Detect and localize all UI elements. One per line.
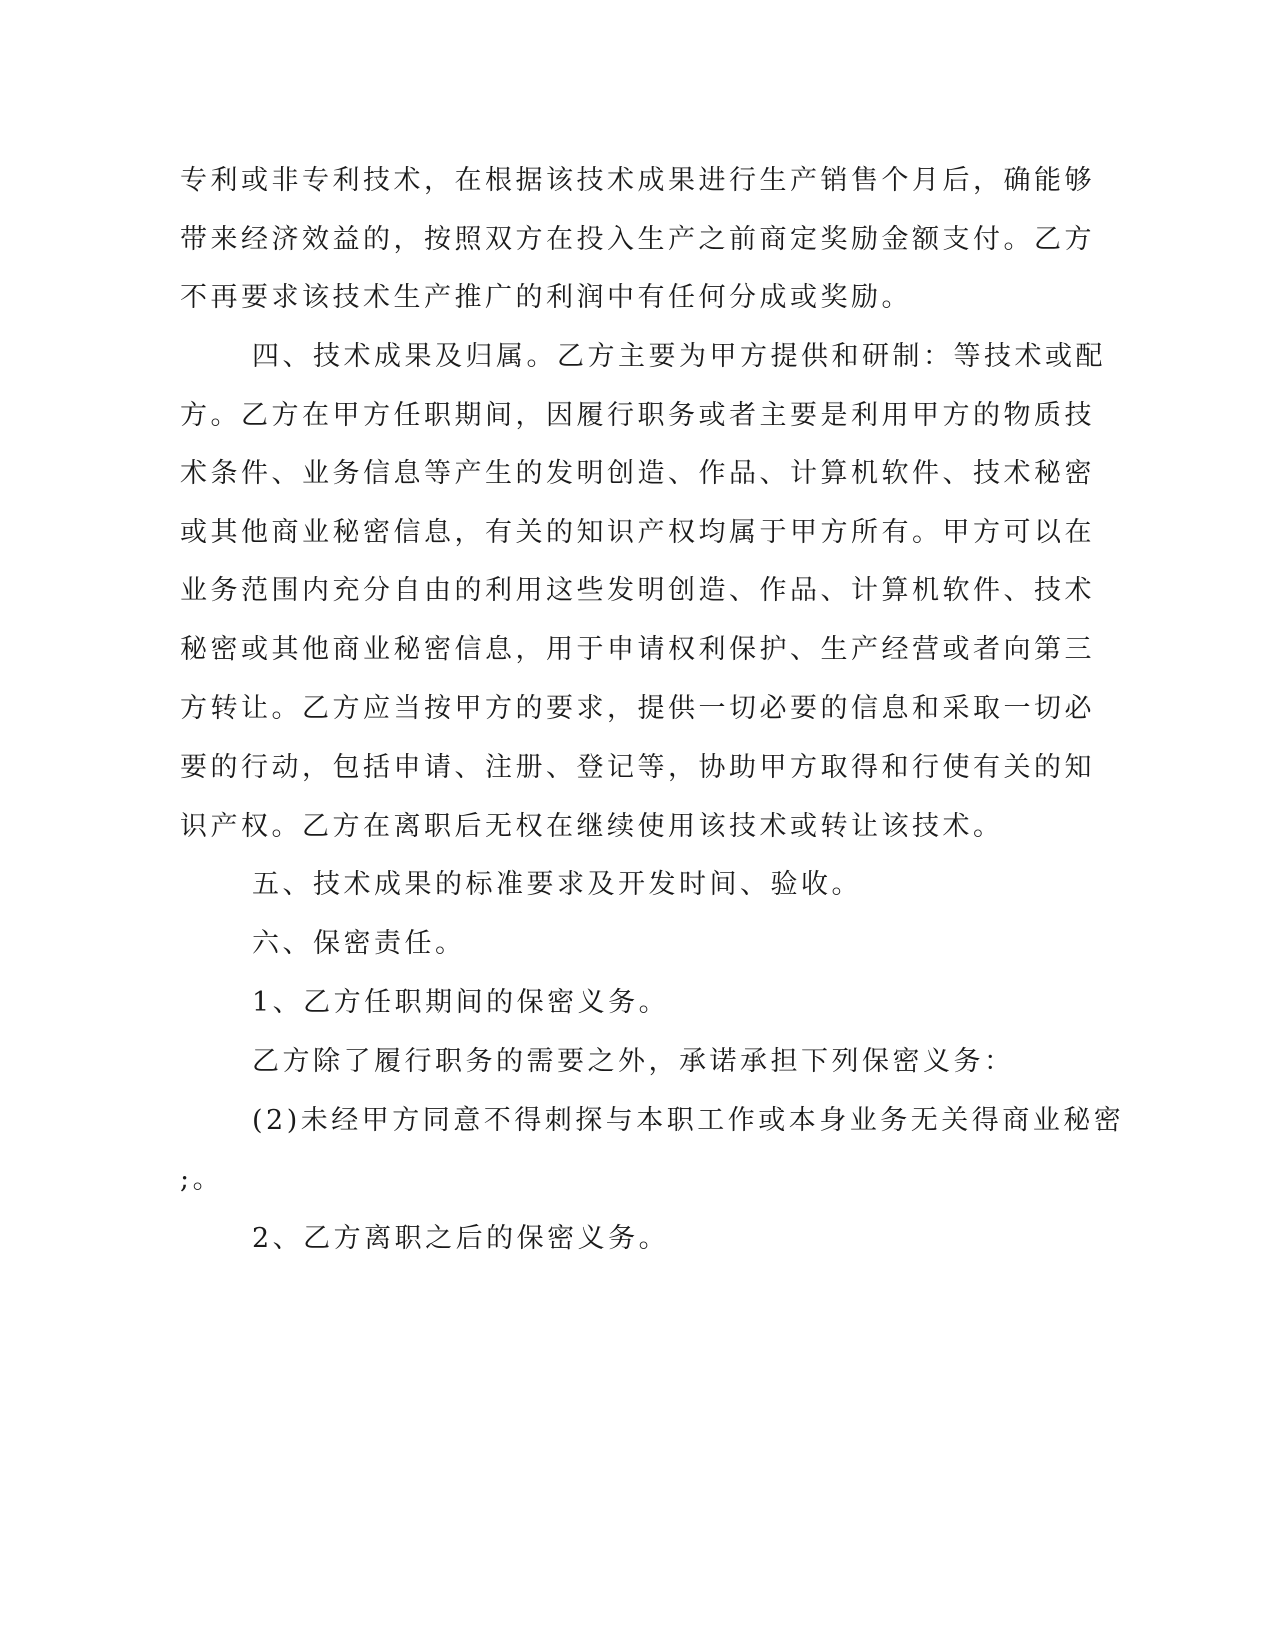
text-line: 业务范围内充分自由的利用这些发明创造、作品、计算机软件、技术: [180, 575, 1095, 606]
text-line: 乙方除了履行职务的需要之外，承诺承担下列保密义务：: [252, 1046, 1015, 1077]
text-line: 五、技术成果的标准要求及开发时间、验收。: [252, 869, 862, 900]
text-line: 识产权。乙方在离职后无权在继续使用该技术或转让该技术。: [180, 811, 1004, 842]
text-line: (2)未经甲方同意不得刺探与本职工作或本身业务无关得商业秘密: [252, 1105, 1125, 1136]
text-line: 要的行动，包括申请、注册、登记等，协助甲方取得和行使有关的知: [180, 752, 1095, 783]
text-line: 方转让。乙方应当按甲方的要求，提供一切必要的信息和采取一切必: [180, 693, 1095, 724]
text-line: 六、保密责任。: [252, 928, 466, 959]
text-line: 或其他商业秘密信息，有关的知识产权均属于甲方所有。甲方可以在: [180, 517, 1095, 548]
text-line: ;。: [180, 1164, 224, 1195]
text-line: 方。乙方在甲方任职期间，因履行职务或者主要是利用甲方的物质技: [180, 400, 1095, 431]
text-line: 不再要求该技术生产推广的利润中有任何分成或奖励。: [180, 282, 912, 313]
text-line: 2、乙方离职之后的保密义务。: [252, 1223, 670, 1254]
text-line: 术条件、业务信息等产生的发明创造、作品、计算机软件、技术秘密: [180, 458, 1095, 489]
text-line: 四、技术成果及归属。乙方主要为甲方提供和研制：等技术或配: [252, 341, 1106, 372]
text-line: 1、乙方任职期间的保密义务。: [252, 987, 670, 1018]
text-line: 带来经济效益的，按照双方在投入生产之前商定奖励金额支付。乙方: [180, 224, 1095, 255]
text-line: 专利或非专利技术，在根据该技术成果进行生产销售个月后，确能够: [180, 165, 1095, 196]
text-line: 秘密或其他商业秘密信息，用于申请权利保护、生产经营或者向第三: [180, 634, 1095, 665]
